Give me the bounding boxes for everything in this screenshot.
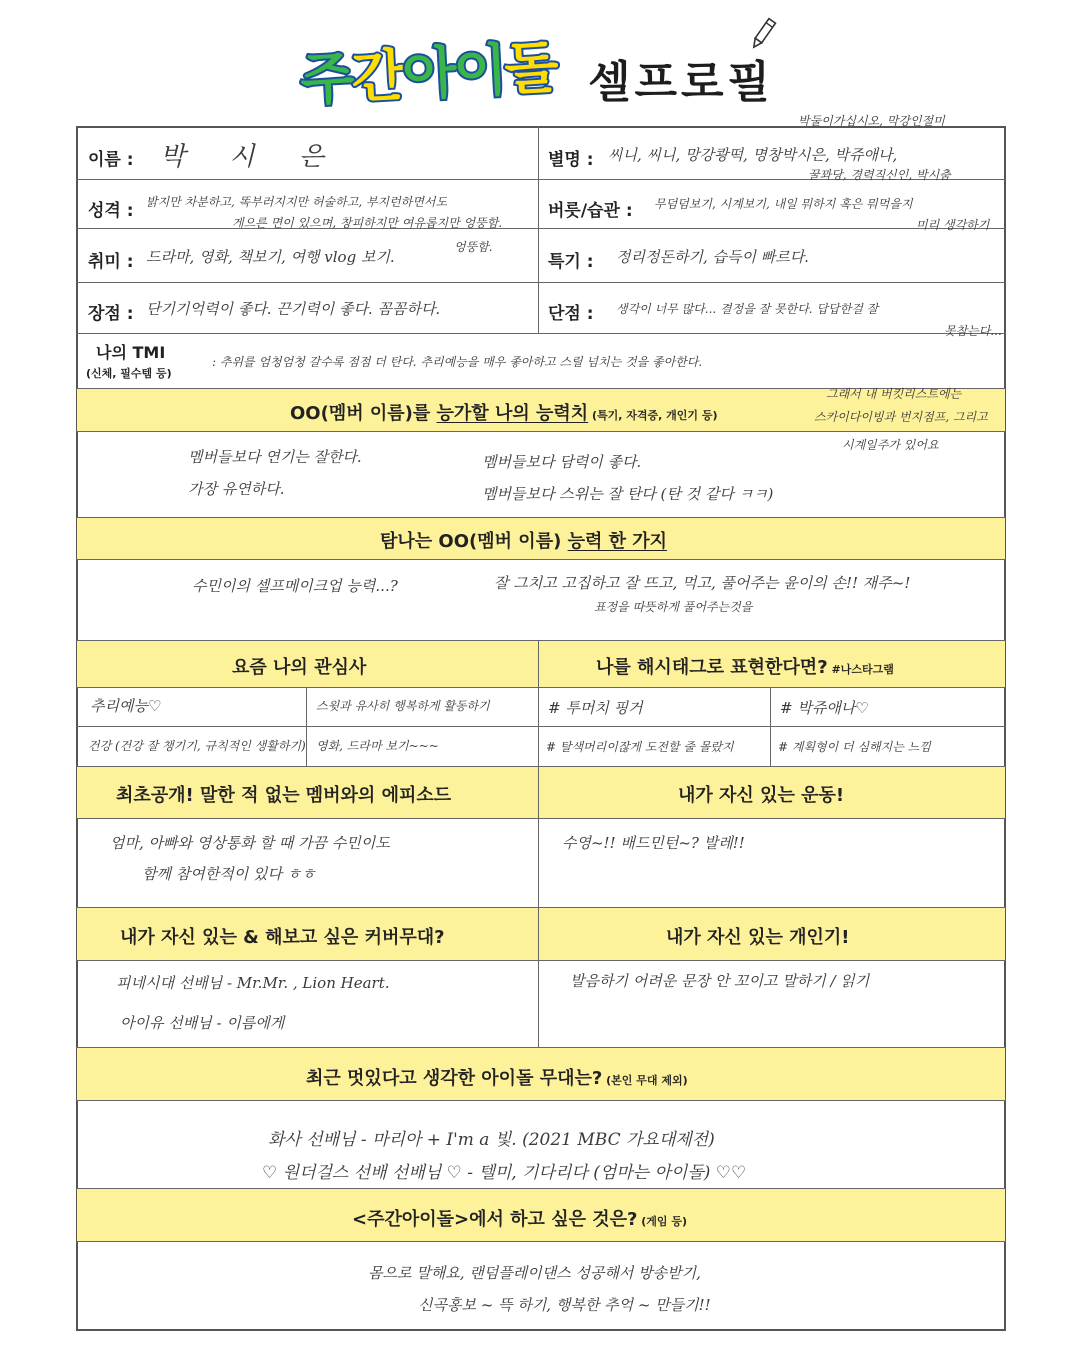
hobby-label: 취미 [88, 252, 121, 272]
talent-value: 정리정돈하기, 습득이 빠르다. [616, 248, 809, 266]
demerit-value-2: 못참는다... [944, 324, 1002, 338]
personality-label: 성격 [88, 201, 121, 221]
tmi-label: 나의 TMI [96, 343, 166, 362]
divider [770, 687, 771, 766]
ability-line-4: 멤버들보다 스위는 잘 탄다 (탄 것 같다 ㅋㅋ) [482, 485, 774, 503]
divider [76, 333, 1006, 334]
stage-title: 최근 멋있다고 생각한 아이돌 무대는? (본인 무대 제외) [306, 1068, 688, 1089]
divider [538, 640, 539, 1047]
logo-char-2: 간 [349, 43, 405, 111]
covet-line-1: 수민이의 셀프메이크업 능력...? [192, 577, 398, 595]
interest-title: 요즘 나의 관심사 [232, 657, 367, 678]
divider [76, 818, 1006, 819]
page-title: 셀프로필 [588, 57, 775, 108]
personality-value-2: 게으른 면이 있으며, 창피하지만 여유롭지만 엉뚱함. [232, 216, 503, 230]
name-label: 이름 [88, 150, 121, 170]
stage-line-1: 화사 선배님 - 마리아 + I'm a 빛. (2021 MBC 가요대제전) [268, 1130, 715, 1150]
habit-value: 무덤덤보기, 시계보기, 내일 뭐하지 혹은 뭐먹을지 [654, 197, 913, 211]
merit-value: 단기기억력이 좋다. 끈기력이 좋다. 꼼꼼하다. [146, 300, 441, 318]
hashtag-item-1: # 투머치 핑거 [548, 699, 643, 717]
sport-value: 수영~!! 배드민턴~? 발레!! [562, 834, 745, 852]
divider [76, 1100, 1006, 1101]
divider [76, 1047, 1006, 1048]
ability-title: OO(멤버 이름)를 능가할 나의 능력치 (특기, 자격증, 개인기 등) [290, 403, 718, 424]
sport-title: 내가 자신 있는 운동! [678, 785, 845, 806]
interest-item-2: 스윗과 유사히 행복하게 활동하기 [316, 699, 490, 713]
weekly-line-2: 신곡홍보 ~ 뜩 하기, 행복한 추억 ~ 만들기!! [418, 1296, 711, 1314]
nickname-value: 씨니, 씨니, 망강쾅떡, 명창박시은, 박쥬애나, [608, 146, 898, 164]
divider [76, 517, 1006, 518]
hobby-value-2: 엉뚱함. [454, 240, 493, 254]
hobby-value: 드라마, 영화, 책보기, 여행 vlog 보기. [146, 248, 395, 266]
hashtag-item-2: # 박쥬애나♡ [780, 699, 869, 717]
gag-value: 발음하기 어려운 문장 안 꼬이고 말하기 / 읽기 [570, 972, 870, 990]
episode-line-1: 엄마, 아빠와 영상통화 할 때 가끔 수민이도 [110, 834, 390, 852]
covet-line-3: 표정을 따뜻하게 풀어주는것을 [594, 600, 753, 614]
demerit-label: 단점 [548, 304, 581, 324]
cover-line-2: 아이유 선배님 - 이름에게 [120, 1014, 285, 1032]
interest-item-1: 추리예능♡ [90, 697, 162, 715]
talent-label: 특기 [548, 252, 581, 272]
interest-item-4: 영화, 드라마 보기~~~ [316, 739, 439, 753]
personality-value: 밝지만 차분하고, 똑부러지지만 허술하고, 부지런하면서도 [146, 195, 448, 209]
divider [76, 282, 1006, 283]
covet-title: 탐나는 OO(멤버 이름) 능력 한 가지 [380, 531, 668, 552]
covet-line-2: 잘 그치고 고집하고 잘 뜨고, 먹고, 풀어주는 윤이의 손!! 재주~! [494, 574, 911, 592]
hashtag-item-3: # 탈색머리이잖게 도전할 줄 몰랐지 [546, 740, 734, 754]
divider [76, 431, 1006, 432]
cover-line-1: 피네시대 선배님 - Mr.Mr. , Lion Heart. [116, 974, 390, 992]
pencil-icon [748, 14, 778, 54]
divider [538, 126, 539, 333]
divider [76, 766, 1006, 767]
hashtag-title: 나를 해시태그로 표현한다면? #나스타그램 [596, 657, 894, 678]
habit-label: 버릇/습관 [548, 201, 620, 221]
tmi-value: : 추위를 엄청엄청 갈수록 점점 더 탄다. 추리예능을 매우 좋아하고 스릴 넘치는 것을 좋아한다. [212, 355, 703, 369]
logo-wordmark [298, 23, 557, 116]
divider [76, 228, 1006, 229]
habit-value-2: 미리 생각하기 [916, 218, 990, 232]
name-value: 박 시 은 [160, 142, 342, 172]
tmi-extra-2: 스카이다이빙과 번지점프, 그리고 [814, 410, 988, 424]
divider [76, 726, 1006, 727]
divider [76, 640, 1006, 641]
ability-line-1: 멤버들보다 연기는 잘한다. [188, 448, 362, 466]
episode-line-2: 함께 참여한적이 있다 ㅎㅎ [142, 865, 316, 883]
logo-char-4: 돌 [502, 35, 558, 103]
weekly-idol-logo [298, 28, 570, 114]
divider [76, 907, 1006, 908]
nickname-value-2: 꿀꽈당, 경력직신인, 박시춤 [808, 168, 951, 182]
interest-item-3: 건강 (건강 잘 챙기기, 규칙적인 생활하기) [88, 739, 306, 753]
weekly-title: <주간아이돌>에서 하고 싶은 것은? (게임 등) [352, 1209, 688, 1230]
merit-label: 장점 [88, 304, 121, 324]
gag-title: 내가 자신 있는 개인기! [666, 927, 850, 948]
divider [76, 960, 1006, 961]
divider [76, 687, 1006, 688]
logo-char-1: 주 [298, 46, 354, 114]
tmi-extra-3: 시계일주가 있어요 [842, 438, 939, 452]
logo-char-3: 아이 [400, 38, 507, 109]
stage-line-2: ♡ 원더걸스 선배 선배님 ♡ - 텔미, 기다리다 (엄마는 아이돌) ♡♡ [262, 1163, 747, 1183]
episode-title: 최초공개! 말한 적 없는 멤버와의 에피소드 [116, 785, 452, 806]
demerit-value: 생각이 너무 많다... 결정을 잘 못한다. 답답한걸 잘 [616, 302, 879, 316]
divider [76, 1188, 1006, 1189]
header-overflow-note: 박둘이가십시오, 막강인절미 [798, 114, 945, 128]
tmi-extra-1: 그래서 내 버킷리스트에는 [826, 387, 962, 401]
nickname-label: 별명 [548, 150, 581, 170]
ability-line-3: 멤버들보다 담력이 좋다. [482, 453, 642, 471]
divider [306, 687, 307, 766]
hashtag-item-4: # 계획형이 더 심해지는 느낌 [778, 740, 931, 754]
ability-line-2: 가장 유연하다. [188, 480, 285, 498]
tmi-sub-label: (신체, 필수템 등) [86, 367, 172, 380]
cover-title: 내가 자신 있는 & 해보고 싶은 커버무대? [120, 927, 445, 948]
weekly-line-1: 몸으로 말해요, 랜덤플레이댄스 성공해서 방송받기, [368, 1264, 701, 1282]
divider [76, 1241, 1006, 1242]
divider [76, 559, 1006, 560]
